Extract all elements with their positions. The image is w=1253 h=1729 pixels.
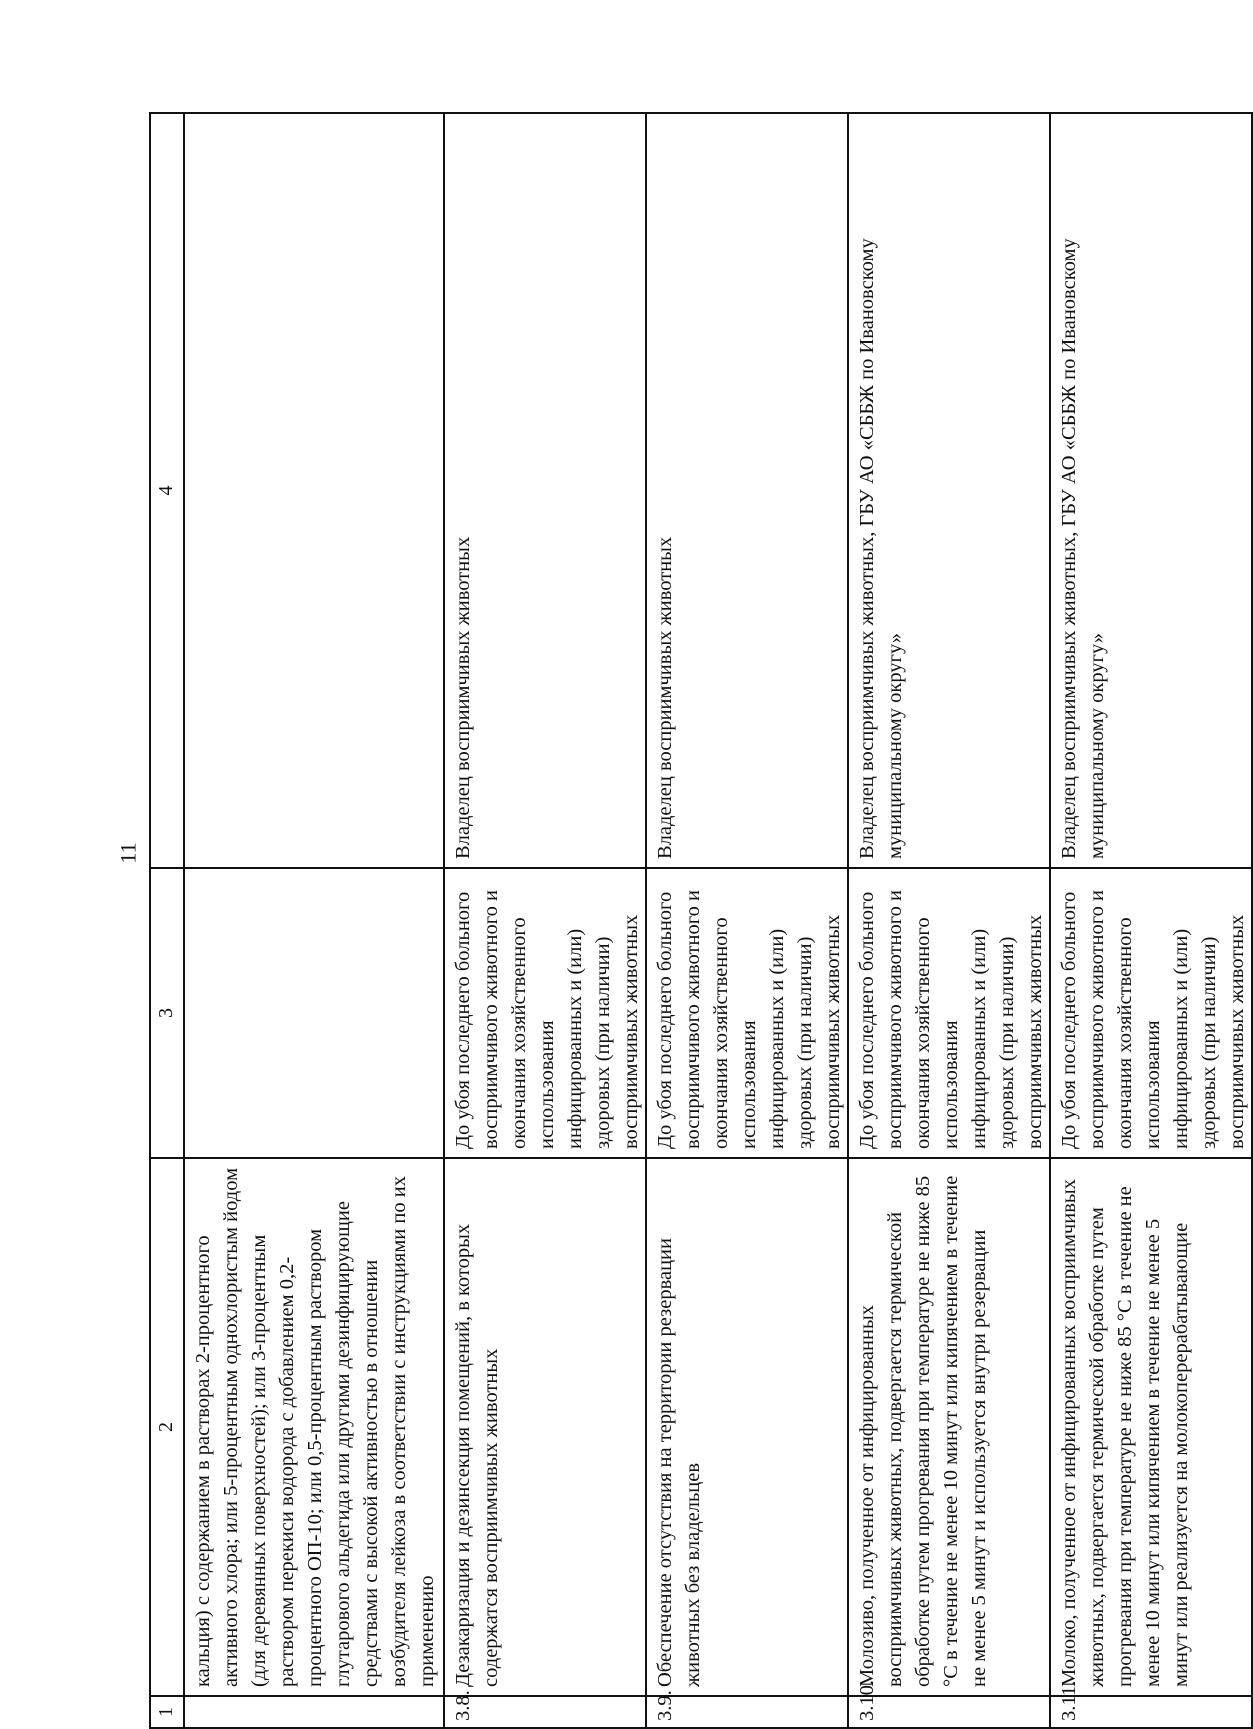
table-row: [848, 113, 1050, 1728]
row-number: 3.11.: [1050, 1696, 1252, 1728]
responsible-cell: Владелец восприимчивых животных: [444, 113, 646, 868]
header-col-4: 4: [150, 113, 184, 868]
measure-cell: Дезакаризация и дезинсекция помещений, в которых содержатся восприимчивых животных: [444, 1158, 646, 1696]
measures-table: [149, 112, 1253, 1729]
measure-cell: Молозиво, полученное от инфицированных восприимчивых животных, подвергается термической обработке путем прогревания при температуре не ниже 85 °С в течение не менее 10 минут или кипячением в течение не менее 5 минут и используется внутри резервации: [848, 1158, 1050, 1696]
term-cell: До убоя последнего больного восприимчивого животного и окончания хозяйственного использования инфицированных и (или) здоровых (при наличии) восприимчивых животных: [848, 868, 1050, 1158]
row-number: 3.8.: [444, 1696, 646, 1728]
term-cell: До убоя последнего больного восприимчивого животного и окончания хозяйственного использования инфицированных и (или) здоровых (при наличии) восприимчивых животных: [1050, 868, 1252, 1158]
table-row: [1050, 113, 1252, 1728]
header-col-3: 3: [150, 868, 184, 1158]
header-col-2: 2: [150, 1158, 184, 1696]
responsible-cell: Владелец восприимчивых животных: [646, 113, 848, 868]
measure-cell: Молоко, полученное от инфицированных восприимчивых животных, подвергается термической обработке путем прогревания при температуре не ниже 85 °С в течение не менее 10 минут или кипячением в течение не менее 5 минут или реализуется на молокоперерабатывающие: [1050, 1158, 1252, 1696]
row-number: 3.9.: [646, 1696, 848, 1728]
measure-cell: Обеспечение отсутствия на территории резервации животных без владельцев: [646, 1158, 848, 1696]
responsible-cell: Владелец восприимчивых животных, ГБУ АО «СББЖ по Ивановскому муниципальному округу»: [1050, 113, 1252, 868]
row-number: [184, 1696, 444, 1728]
table-row: [444, 113, 646, 1728]
page-number: 11: [115, 842, 141, 864]
rotated-table-frame: [149, 114, 1248, 1729]
term-cell: До убоя последнего больного восприимчивого животного и окончания хозяйственного использования инфицированных и (или) здоровых (при наличии) восприимчивых животных: [444, 868, 646, 1158]
term-cell: До убоя последнего больного восприимчивого животного и окончания хозяйственного использования инфицированных и (или) здоровых (при наличии) восприимчивых животных: [646, 868, 848, 1158]
table-row: [646, 113, 848, 1728]
table-row: [184, 113, 444, 1728]
measure-cell: кальция) с содержанием в растворах 2-процентного активного хлора; или 5-процентным однохлористым йодом (для деревянных поверхностей); или 3-процентным раствором перекиси водорода с добавлением 0,2-процентного ОП-10; или 0,5-процентным раствором глутарового альдегида или другими дезинфицирующие средствами с высокой активностью в отношении возбудителя лейкоза в соответствии с инструкциями по их применению: [184, 1158, 444, 1696]
responsible-cell: Владелец восприимчивых животных, ГБУ АО «СББЖ по Ивановскому муниципальному округу»: [848, 113, 1050, 868]
responsible-cell: [184, 113, 444, 868]
header-col-1: 1: [150, 1696, 184, 1728]
row-number: 3.10.: [848, 1696, 1050, 1728]
header-row: [150, 113, 184, 1728]
term-cell: [184, 868, 444, 1158]
